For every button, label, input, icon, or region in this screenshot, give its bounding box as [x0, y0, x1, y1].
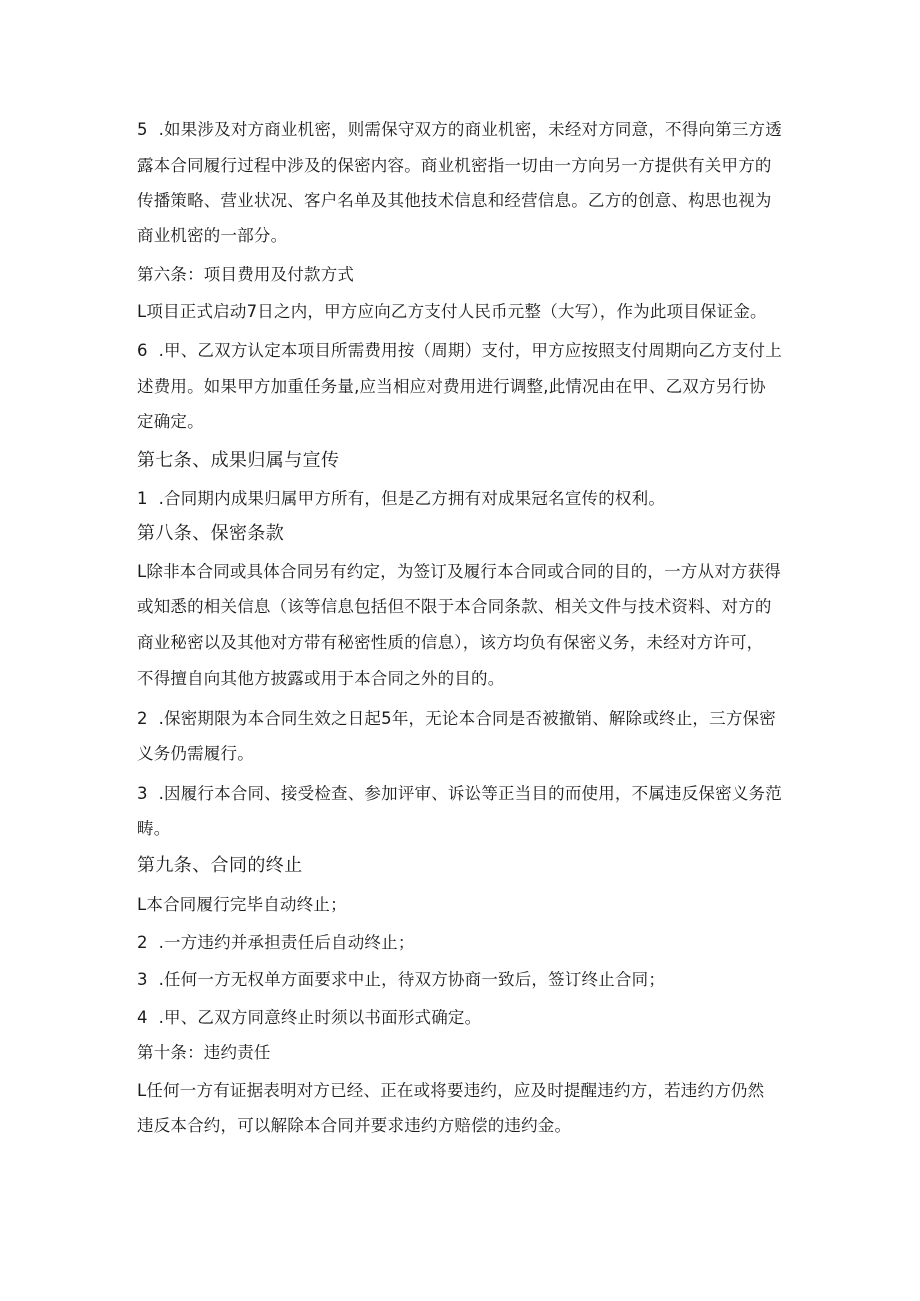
section-6-item-6-line-3: 定确定。: [137, 412, 204, 431]
section-10-item-1-line-1: L任何一方有证据表明对方已经、正在或将要违约，应及时提醒违约方，若违约方仍然: [137, 1081, 765, 1100]
clause-5-confidentiality-line-2: 露本合同履行过程中涉及的保密内容。商业机密指一切由一方向另一方提供有关甲方的: [137, 156, 772, 175]
section-8-item-1-line-1: L除非本合同或具体合同另有约定，为签订及履行本合同或合同的目的，一方从对方获得: [137, 562, 781, 581]
section-8-item-1-line-3: 商业秘密以及其他对方带有秘密性质的信息），该方均负有保密义务，未经对方许可，: [137, 633, 764, 652]
section-7-item-1: 1 .合同期内成果归属甲方所有，但是乙方拥有对成果冠名宣传的权利。: [137, 489, 666, 508]
section-8-item-1-line-2: 或知悉的相关信息（该等信息包括但不限于本合同条款、相关文件与技术资料、对方的: [137, 597, 772, 616]
section-8-item-2-line-2: 义务仍需履行。: [137, 744, 254, 763]
section-9-item-4: 4 .甲、乙双方同意终止时须以书面形式确定。: [137, 1008, 482, 1027]
clause-5-confidentiality-line-1: 5 .如果涉及对方商业机密，则需保守双方的商业机密，未经对方同意，不得向第三方透: [137, 120, 782, 139]
section-9-item-2: 2 .一方违约并承担责任后自动终止；: [137, 933, 415, 952]
section-8-heading: 第八条、保密条款: [137, 523, 285, 544]
section-6-heading: 第六条：项目费用及付款方式: [137, 265, 355, 284]
section-6-item-6-line-2: 述费用。如果甲方加重任务量,应当相应对费用进行调整,此情况由在甲、乙双方另行协: [137, 377, 766, 396]
section-9-heading: 第九条、合同的终止: [137, 855, 303, 876]
section-6-item-1: L项目正式启动7日之内，甲方应向乙方支付人民币元整（大写），作为此项目保证金。: [137, 302, 767, 321]
section-10-item-1-line-2: 违反本合约，可以解除本合同并要求违约方赔偿的违约金。: [137, 1116, 572, 1135]
section-8-item-2-line-1: 2 .保密期限为本合同生效之日起5年，无论本合同是否被撤销、解除或终止，三方保密: [137, 709, 776, 728]
section-8-item-3-line-1: 3 .因履行本合同、接受检查、参加评审、诉讼等正当目的而使用，不属违反保密义务范: [137, 784, 782, 803]
clause-5-confidentiality-line-3: 传播策略、营业状况、客户名单及其他技术信息和经营信息。乙方的创意、构思也视为: [137, 191, 772, 210]
section-6-item-6-line-1: 6 .甲、乙双方认定本项目所需费用按（周期）支付，甲方应按照支付周期向乙方支付上: [137, 341, 782, 360]
section-9-item-3: 3 .任何一方无权单方面要求中止，待双方协商一致后，签订终止合同；: [137, 970, 666, 989]
section-8-item-1-line-4: 不得擅自向其他方披露或用于本合同之外的目的。: [137, 669, 505, 688]
section-10-heading: 第十条：违约责任: [137, 1043, 271, 1062]
section-9-item-1: L本合同履行完毕自动终止；: [137, 895, 347, 914]
section-8-item-3-line-2: 畴。: [137, 819, 171, 838]
section-7-heading: 第七条、成果归属与宣传: [137, 450, 340, 471]
clause-5-confidentiality-line-4: 商业机密的一部分。: [137, 226, 288, 245]
